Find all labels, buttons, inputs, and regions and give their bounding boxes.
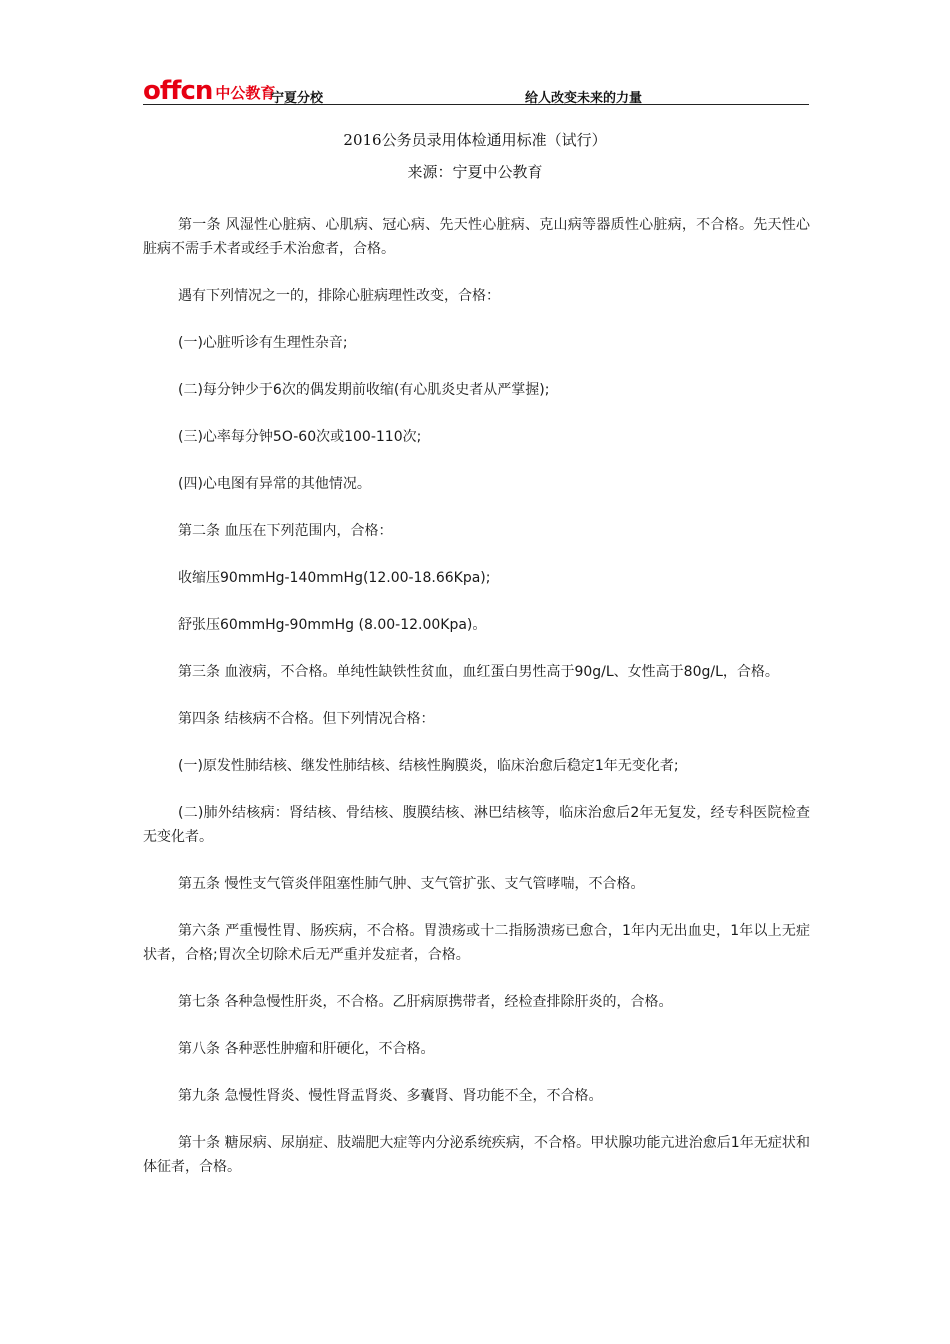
document-source: 来源：宁夏中公教育 [407, 163, 543, 181]
paragraph: 第六条 严重慢性胃、肠疾病，不合格。胃溃疡或十二指肠溃疡已愈合，1年内无出血史，1年以上无症状者，合格;胃次全切除术后无严重并发症者，合格。 [143, 923, 810, 963]
branch-name: 宁夏分校 [271, 91, 324, 106]
paragraph: 遇有下列情况之一的，排除心脏病理性改变，合格： [178, 288, 500, 304]
paragraph: (一)原发性肺结核、继发性肺结核、结核性胸膜炎，临床治愈后稳定1年无变化者; [178, 758, 679, 774]
logo-wordmark: offcn [143, 76, 213, 106]
document-title: 2016公务员录用体检通用标准（试行） [343, 131, 607, 149]
document-body [143, 213, 810, 1202]
paragraph: 收缩压90mmHg-140mmHg(12.00-18.66Kpa); [178, 570, 491, 586]
paragraph: (三)心率每分钟5O-60次或100-110次; [178, 429, 422, 445]
paragraph: 舒张压60mmHg-90mmHg (8.00-12.00Kpa)。 [178, 617, 487, 633]
paragraph: 第一条 风湿性心脏病、心肌病、冠心病、先天性心脏病、克山病等器质性心脏病，不合格。先天性心脏病不需手术者或经手术治愈者，合格。 [143, 217, 810, 257]
paragraph: 第七条 各种急慢性肝炎，不合格。乙肝病原携带者，经检查排除肝炎的，合格。 [178, 994, 673, 1010]
paragraph: 第八条 各种恶性肿瘤和肝硬化，不合格。 [178, 1041, 435, 1057]
paragraph: 第三条 血液病，不合格。单纯性缺铁性贫血，血红蛋白男性高于90g/L、女性高于80g/L，合格。 [178, 664, 779, 680]
paragraph: 第四条 结核病不合格。但下列情况合格： [178, 711, 435, 727]
logo-chinese-name: 中公教育 [215, 84, 276, 102]
paragraph: 第九条 急慢性肾炎、慢性肾盂肾炎、多囊肾、肾功能不全，不合格。 [178, 1088, 603, 1104]
paragraph: (二)每分钟少于6次的偶发期前收缩(有心肌炎史者从严掌握); [178, 382, 550, 398]
paragraph: (一)心脏听诊有生理性杂音; [178, 335, 348, 351]
page-header [143, 70, 809, 106]
header-slogan: 给人改变未来的力量 [525, 91, 643, 106]
paragraph: (四)心电图有异常的其他情况。 [178, 476, 371, 492]
paragraph: 第二条 血压在下列范围内，合格： [178, 523, 393, 539]
paragraph: (二)肺外结核病：肾结核、骨结核、腹膜结核、淋巴结核等，临床治愈后2年无复发，经专科医院检查无变化者。 [143, 805, 810, 845]
paragraph: 第十条 糖尿病、尿崩症、肢端肥大症等内分泌系统疾病，不合格。甲状腺功能亢进治愈后1年无症状和体征者，合格。 [143, 1135, 810, 1175]
paragraph: 第五条 慢性支气管炎伴阻塞性肺气肿、支气管扩张、支气管哮喘，不合格。 [178, 876, 645, 892]
header-divider [143, 104, 809, 105]
offcn-logo [143, 74, 275, 104]
